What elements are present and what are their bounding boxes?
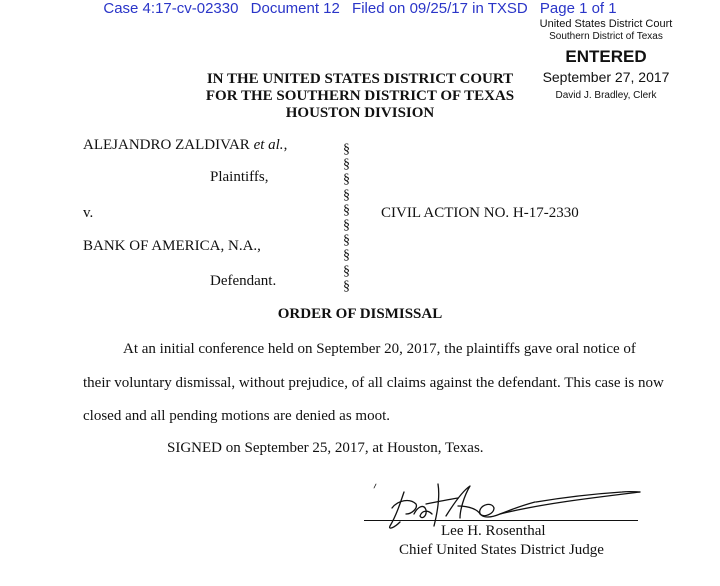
judge-title: Chief United States District Judge bbox=[399, 542, 604, 558]
section-symbols-column bbox=[343, 142, 350, 294]
entered-district: Southern District of Texas bbox=[549, 31, 663, 42]
filing-stamp bbox=[0, 0, 720, 18]
entered-court: United States District Court bbox=[539, 18, 673, 30]
section-symbol: § bbox=[343, 187, 350, 203]
case-number: Case 4:17-cv-02330 bbox=[103, 0, 239, 17]
court-heading bbox=[130, 71, 590, 122]
document-number: Document 12 bbox=[250, 0, 340, 17]
order-body-line-3: closed and all pending motions are denied as moot. bbox=[83, 408, 391, 424]
defendant-name: BANK OF AMERICA, N.A., bbox=[83, 238, 261, 254]
signature-line bbox=[364, 520, 638, 521]
court-line-3: HOUSTON DIVISION bbox=[285, 105, 435, 121]
entered-clerk: David J. Bradley, Clerk bbox=[555, 90, 657, 101]
entered-date: September 27, 2017 bbox=[542, 69, 670, 85]
judge-name: Lee H. Rosenthal bbox=[441, 523, 546, 539]
section-symbol: § bbox=[343, 157, 350, 173]
court-line-2: FOR THE SOUTHERN DISTRICT OF TEXAS bbox=[205, 88, 515, 104]
plaintiff-name: ALEJANDRO ZALDIVAR bbox=[83, 137, 250, 153]
page-count: Page 1 of 1 bbox=[539, 0, 617, 17]
section-symbol: § bbox=[343, 278, 350, 294]
signed-line: SIGNED on September 25, 2017, at Houston, Texas. bbox=[167, 440, 484, 456]
plaintiff-etal: et al. bbox=[253, 137, 284, 153]
section-symbol: § bbox=[343, 248, 350, 264]
plaintiff-comma: , bbox=[283, 137, 288, 153]
filed-date: Filed on 09/25/17 in TXSD bbox=[352, 0, 528, 17]
plaintiffs-label: Plaintiffs, bbox=[210, 169, 269, 185]
plaintiff-name-line bbox=[83, 137, 287, 154]
order-body-line-2: their voluntary dismissal, without prejudice, of all claims against the defendant. This case is now bbox=[83, 375, 664, 391]
section-symbol: § bbox=[343, 172, 350, 188]
section-symbol: § bbox=[343, 233, 350, 249]
order-title: ORDER OF DISMISSAL bbox=[277, 306, 443, 322]
section-symbol: § bbox=[343, 218, 350, 234]
section-symbol: § bbox=[343, 202, 350, 218]
section-symbol: § bbox=[343, 263, 350, 279]
entered-label: ENTERED bbox=[565, 47, 647, 66]
section-symbol: § bbox=[343, 142, 350, 157]
versus-label: v. bbox=[83, 205, 94, 221]
court-line-1: IN THE UNITED STATES DISTRICT COURT bbox=[206, 71, 514, 87]
civil-action-number: CIVIL ACTION NO. H-17-2330 bbox=[381, 205, 579, 221]
defendant-label: Defendant. bbox=[210, 273, 277, 289]
order-body-line-1: At an initial conference held on September 20, 2017, the plaintiffs gave oral notice of bbox=[123, 341, 636, 357]
